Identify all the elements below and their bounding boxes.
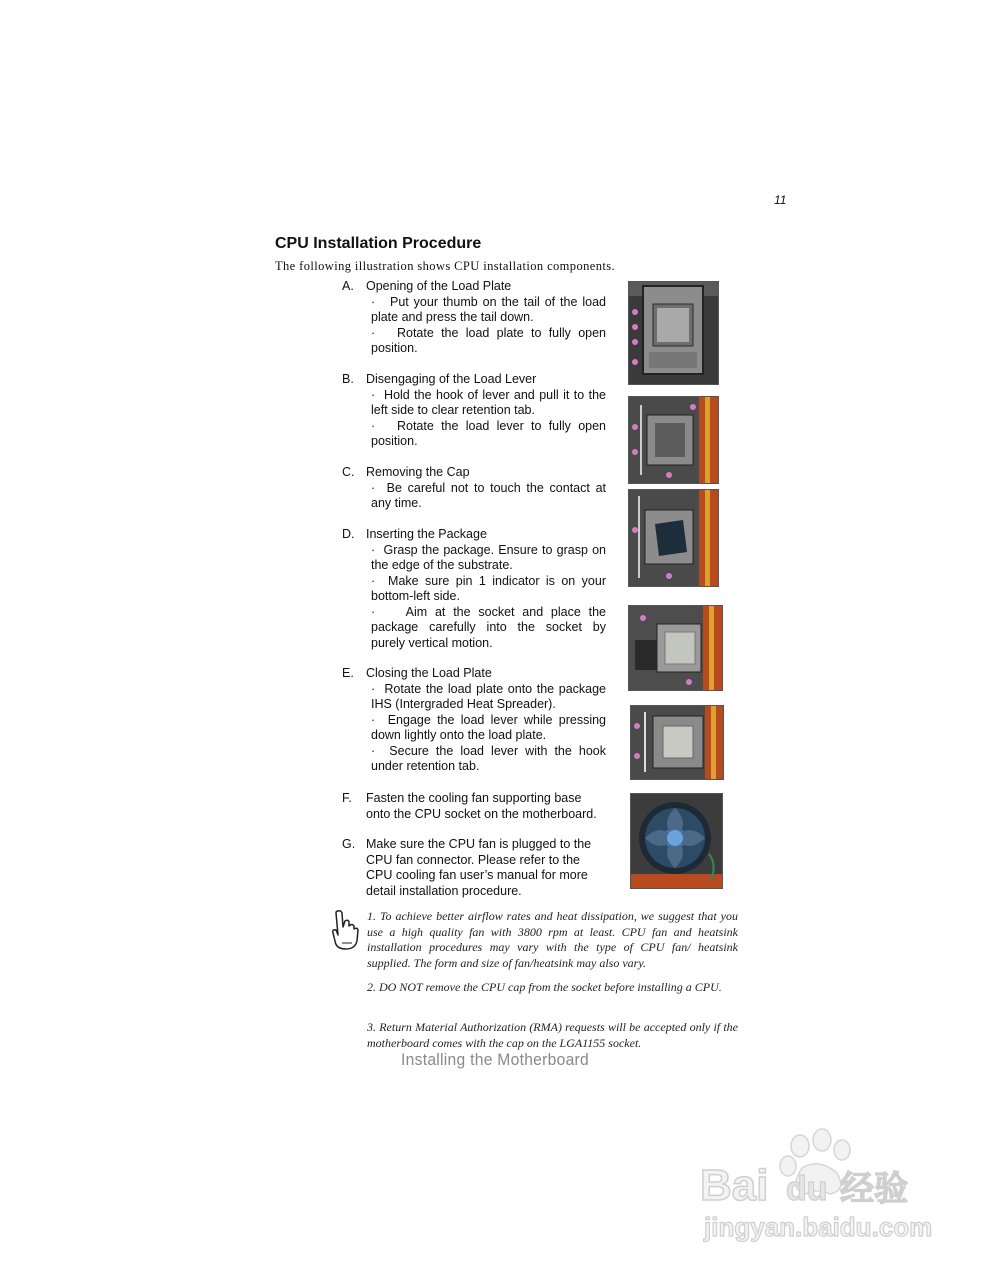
note-2: 2. DO NOT remove the CPU cap from the socket before installing a CPU. bbox=[367, 980, 722, 994]
step-bullet: · Secure the load lever with the hook under retention tab. bbox=[371, 743, 606, 773]
step-letter: C. bbox=[342, 465, 355, 479]
step-bullet: · Make sure pin 1 indicator is on your bottom-left side. bbox=[371, 573, 606, 603]
step-bullet: · Engage the load lever while pressing down lightly onto the load plate. bbox=[371, 712, 606, 742]
step-heading: Make sure the CPU fan is plugged to the bbox=[366, 837, 592, 851]
footer-chapter-label: Installing the Motherboard bbox=[401, 1050, 590, 1069]
step-heading: Disengaging of the Load Lever bbox=[366, 372, 537, 386]
note-1: 1. To achieve better airflow rates and heat dissipation, we suggest that you use a high quality fan with 3800 rpm at least. CPU fan and heatsink installation procedures may vary with the type of CPU fan/ heatsink supplied. The form and size of fan/heatsink may also vary. bbox=[367, 909, 738, 970]
step-bullet: · Hold the hook of lever and pull it to the left side to clear retention tab. bbox=[371, 387, 606, 417]
step-a bbox=[342, 279, 606, 357]
step-heading: Closing the Load Plate bbox=[366, 666, 492, 680]
step-heading: Inserting the Package bbox=[366, 527, 487, 541]
baidu-watermark-logo bbox=[690, 1128, 940, 1248]
step-e bbox=[342, 666, 606, 775]
step-g bbox=[342, 837, 606, 899]
pointing-hand-icon bbox=[330, 909, 360, 951]
photo-load-plate-open bbox=[628, 281, 719, 385]
step-bullet: · Rotate the load plate to fully open position. bbox=[371, 325, 606, 355]
step-letter: F. bbox=[342, 791, 352, 805]
step-heading: Removing the Cap bbox=[366, 465, 470, 479]
page-number: 11 bbox=[774, 193, 787, 207]
svg-text:Bai: Bai bbox=[700, 1161, 769, 1210]
step-heading: Opening of the Load Plate bbox=[366, 279, 512, 293]
step-letter: E. bbox=[342, 666, 354, 680]
step-bullet: · Rotate the load plate onto the package IHS (Intergraded Heat Spreader). bbox=[371, 681, 606, 711]
step-letter: A. bbox=[342, 279, 354, 293]
photo-load-lever bbox=[628, 396, 719, 484]
section-intro: The following illustration shows CPU installation components. bbox=[275, 259, 616, 273]
step-bullet: · Grasp the package. Ensure to grasp on the edge of the substrate. bbox=[371, 542, 606, 572]
step-heading: Fasten the cooling fan supporting base bbox=[366, 791, 582, 805]
svg-text:jingyan.baidu.com: jingyan.baidu.com bbox=[704, 1212, 933, 1242]
step-letter: D. bbox=[342, 527, 355, 541]
step-bullet: · Rotate the load lever to fully open position. bbox=[371, 418, 606, 448]
step-b bbox=[342, 372, 606, 450]
step-continuation: onto the CPU socket on the motherboard. bbox=[366, 806, 597, 821]
step-letter: G. bbox=[342, 837, 356, 851]
svg-text:经验: 经验 bbox=[840, 1169, 908, 1209]
step-bullet: · Put your thumb on the tail of the load plate and press the tail down. bbox=[371, 294, 606, 324]
step-continuation: CPU fan connector. Please refer to the CPU cooling fan user’s manual for more detail installation procedure. bbox=[366, 852, 588, 898]
svg-text:du: du bbox=[786, 1170, 828, 1208]
section-title: CPU Installation Procedure bbox=[275, 235, 482, 252]
step-bullet: · Be careful not to touch the contact at any time. bbox=[371, 480, 606, 510]
photo-remove-cap bbox=[628, 489, 719, 587]
photo-close-load-plate bbox=[630, 705, 724, 780]
note-3: 3. Return Material Authorization (RMA) requests will be accepted only if the motherboard comes with the cap on the LGA1155 socket. bbox=[367, 1020, 738, 1050]
step-c bbox=[342, 465, 606, 512]
photo-cooling-fan bbox=[630, 793, 723, 889]
step-f bbox=[342, 791, 606, 822]
step-letter: B. bbox=[342, 372, 354, 386]
step-bullet: · Aim at the socket and place the package carefully into the socket by purely vertical motion. bbox=[371, 604, 606, 650]
step-d bbox=[342, 527, 606, 651]
photo-insert-package bbox=[628, 605, 723, 691]
